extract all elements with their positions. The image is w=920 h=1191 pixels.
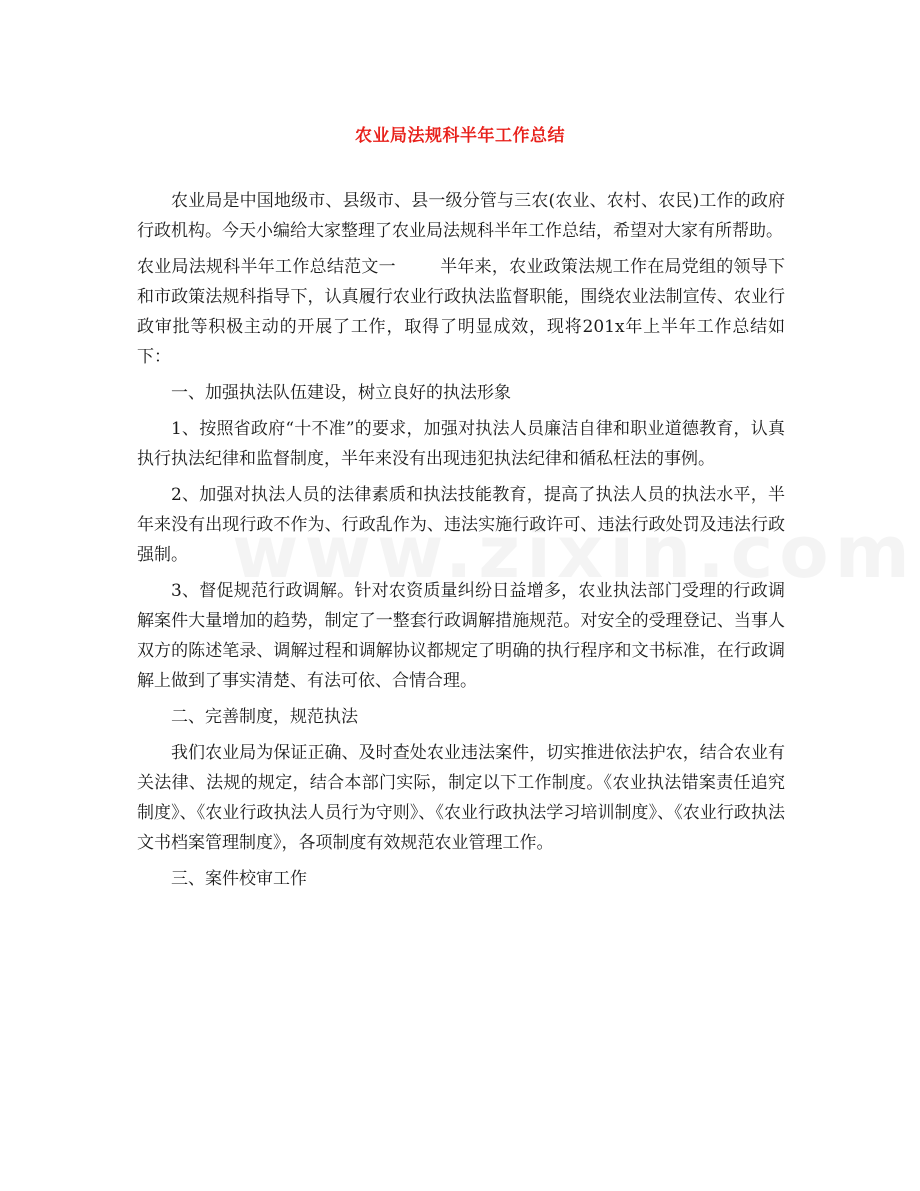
- list-item-1: 1、按照省政府“十不准”的要求，加强对执法人员廉洁自律和职业道德教育，认真执行执法纪律和监督制度，半年来没有出现违犯执法纪律和循私枉法的事例。: [137, 419, 785, 469]
- section-heading-1: 一、加强执法队伍建设，树立良好的执法形象: [171, 383, 511, 403]
- document-title: 农业局法规科半年工作总结: [355, 126, 565, 146]
- sample-heading: 农业局法规科半年工作总结范文一: [137, 257, 396, 277]
- section-heading-2: 二、完善制度，规范执法: [171, 707, 358, 727]
- sample-heading-paragraph: [137, 252, 785, 372]
- list-item-3: 3、督促规范行政调解。针对农资质量纠纷日益增多，农业执法部门受理的行政调解案件大量增加的趋势，制定了一整套行政调解措施规范。对安全的受理登记、当事人双方的陈述笔录、调解过程和调解协议都规定了明确的执行程序和文书标准，在行政调解上做到了事实清楚、有法可依、合情合理。: [137, 581, 785, 691]
- section-heading-3: 三、案件校审工作: [171, 869, 307, 889]
- intro-paragraph: 农业局是中国地级市、县级市、县一级分管与三农(农业、农村、农民)工作的政府行政机构。今天小编给大家整理了农业局法规科半年工作总结，希望对大家有所帮助。: [137, 191, 785, 241]
- document-body: [137, 186, 785, 900]
- sample-intro-text: 半年来，农业政策法规工作在局党组的领导下和市政策法规科指导下，认真履行农业行政执法监督职能，围绕农业法制宣传、农业行政审批等积极主动的开展了工作，取得了明显成效，现将201x年上半年工作总结如下：: [137, 257, 786, 367]
- section-2-paragraph: 我们农业局为保证正确、及时查处农业违法案件，切实推进依法护农，结合农业有关法律、法规的规定，结合本部门实际，制定以下工作制度。《农业执法错案责任追究制度》、《农业行政执法人员行为守则》、《农业行政执法学习培训制度》、《农业行政执法文书档案管理制度》，各项制度有效规范农业管理工作。: [137, 743, 785, 853]
- list-item-2: 2、加强对执法人员的法律素质和执法技能教育，提高了执法人员的执法水平，半年来没有出现行政不作为、行政乱作为、违法实施行政许可、违法行政处罚及违法行政强制。: [137, 485, 785, 565]
